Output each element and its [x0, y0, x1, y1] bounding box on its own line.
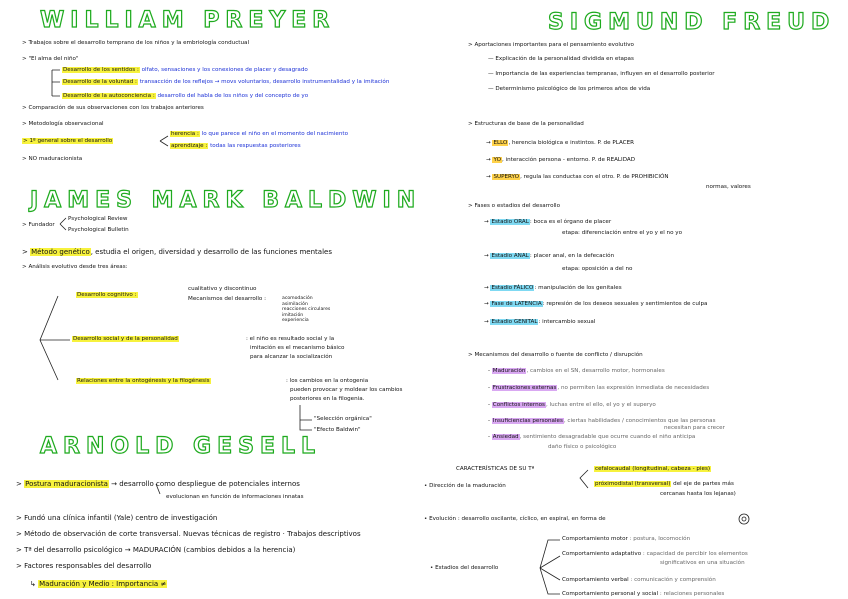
freud-stage-text: : manipulación de los genitales — [534, 285, 622, 291]
direction-text: del eje de partes más — [673, 481, 734, 487]
behavior-label: Comportamiento verbal — [562, 577, 629, 583]
gesell-text: → desarrollo como despliegue de potenciales internos — [111, 480, 300, 488]
baldwin-line: > Análisis evolutivo desde tres áreas: — [22, 264, 128, 270]
baldwin-line: > Método genético, estudia el origen, diversidad y desarrollo de las funciones mentales — [22, 248, 332, 256]
baldwin-area-label: Desarrollo cognitivo : — [77, 292, 137, 298]
freud-mechanism-label: Ansiedad — [492, 434, 519, 440]
gesell-line: ↳ Maduración y Medio : Importancia ≠ — [30, 580, 167, 588]
freud-structure-text: , herencia biológica e instintos. P. de PLACER — [508, 140, 634, 146]
freud-mechanism-note: daño físico o psicológico — [548, 444, 617, 450]
baldwin-area — [76, 378, 211, 385]
freud-structure-label: SUPERYO — [493, 174, 520, 180]
baldwin-text: , estudia el origen, diversidad y desarrollo de las funciones mentales — [90, 248, 332, 256]
stage-behavior — [562, 536, 690, 543]
preyer-line: > NO maduracionista — [22, 156, 83, 162]
baldwin-area — [76, 292, 138, 299]
freud-stage-text: : represión de los deseos sexuales y sentimientos de culpa — [542, 301, 708, 307]
freud-stage-text: : intercambio sexual — [538, 319, 596, 325]
baldwin-area-text: para alcanzar la socialización — [250, 354, 333, 360]
characteristics-direction-note: cercanas hasta los lejanas) — [660, 491, 736, 497]
freud-mechanism-label: Conflictos internos — [492, 402, 545, 408]
direction-highlight: próximodistal (transversal) — [595, 481, 671, 487]
gesell-line: > Factores responsables del desarrollo — [16, 562, 152, 570]
behavior-text: : capacidad de percibir los elementos — [642, 551, 748, 557]
mechanism-item: reacciones circulares — [282, 307, 331, 313]
behavior-text: : postura, locomoción — [629, 536, 691, 542]
preyer-sub-text: transacción de los reflejos → movs voluntarios, desarrollo instrumentalidad y la imitación — [139, 79, 390, 85]
freud-mechanism-text: , ciertas habilidades / conocimientos que las personas — [563, 418, 716, 424]
gesell-line: > Postura maduracionista → desarrollo como despliegue de potenciales internos — [16, 480, 300, 488]
freud-structure: → SUPERYO, regula las conductas con el otro. P. de PROHIBICIÓN — [486, 174, 669, 180]
freud-mechanism-text: , cambios en el SN, desarrollo motor, hormonales — [526, 368, 665, 374]
characteristics-line: • Estadios del desarrollo — [430, 565, 499, 571]
preyer-sub-label: Desarrollo de la voluntad : — [63, 79, 137, 85]
freud-mechanism-label: Insuficiencias personales — [492, 418, 563, 424]
gesell-sub: evolucionan en función de informaciones innatas — [166, 494, 304, 500]
freud-stage-text: : boca es el órgano de placer — [529, 219, 612, 225]
mechanism-item: acomodación — [282, 296, 313, 301]
preyer-line: > Trabajos sobre el desarrollo temprano de los niños y la embriología conductual — [22, 40, 250, 46]
preyer-sub-text: desarrollo del habla de los niños y del concepto de yo — [157, 93, 309, 99]
freud-line: > Fases o estadios del desarrollo — [468, 203, 561, 209]
freud-stage-text: : placer anal, en la defecación — [529, 253, 615, 259]
freud-stage: → Fase de LATENCIA: represión de los deseos sexuales y sentimientos de culpa — [484, 301, 708, 307]
freud-line: > Mecanismos del desarrollo o fuente de conflicto / disrupción — [468, 352, 643, 358]
preyer-line: > Comparación de sus observaciones con los trabajos anteriores — [22, 105, 204, 111]
gesell-highlight: : Importancia ≠ — [111, 580, 167, 588]
freud-structure: → ELLO, herencia biológica e instintos. P. de PLACER — [486, 140, 634, 146]
baldwin-effect: "Selección orgánica" — [314, 416, 372, 422]
freud-mechanism: - Conflictos internos, luchas entre el ello, el yo y el superyo — [488, 402, 656, 408]
baldwin-area-label: Desarrollo social y de la personalidad — [73, 336, 178, 342]
title-gesell: ARNOLD GESELL — [40, 434, 322, 459]
freud-stage-label: Fase de LATENCIA — [491, 301, 542, 307]
behavior-label: Comportamiento adaptativo — [562, 551, 642, 557]
freud-mechanism-text: , sentimiento desagradable que ocurre cuando el niño anticipa — [519, 434, 696, 440]
baldwin-area-text: : los cambios en la ontogenia — [286, 378, 369, 384]
freud-structure-text: , interacción persona - entorno. P. de REALIDAD — [501, 157, 636, 163]
freud-bullet-text: Determinismo psicológico de los primeros años de vida — [495, 86, 651, 92]
gesell-line: > Tª del desarrollo psicológico → MADURACIÓN (cambios debidos a la herencia) — [16, 546, 296, 554]
preyer-aprendizaje — [170, 143, 301, 150]
freud-structure-note: normas, valores — [706, 184, 751, 190]
stage-behavior — [562, 591, 724, 598]
preyer-highlight: > 1º general sobre el desarrollo — [23, 138, 113, 144]
mechanism-item: asimilación — [282, 301, 308, 307]
stage-behavior — [562, 577, 716, 584]
freud-stage: → Estadio ANAL: placer anal, en la defecación — [484, 253, 615, 259]
characteristics-line: • Evolución : desarrollo oscilante, cíclico, en espiral, en forma de — [424, 516, 606, 522]
preyer-herencia — [170, 131, 348, 138]
preyer-sub — [62, 79, 389, 86]
freud-stage-label: Estadio ANAL — [491, 253, 529, 259]
freud-mechanism: - Frustraciones externas, no permiten las expresión inmediata de necesidades — [488, 385, 710, 391]
freud-mechanism-text: , luchas entre el ello, el yo y el superyo — [545, 402, 656, 408]
freud-structure-label: YO — [493, 157, 501, 163]
freud-structure: → YO, interacción persona - entorno. P. de REALIDAD — [486, 157, 636, 163]
gesell-line: > Método de observación de corte transversal. Nuevas técnicas de registro · Trabajos descriptivos — [16, 530, 361, 538]
direction-highlight: cefalocaudal (longitudinal, cabeza - pies) — [595, 466, 711, 472]
freud-stage-label: Estadio ORAL — [491, 219, 529, 225]
freud-stage-label: Estadio FÁLICO — [491, 285, 534, 291]
title-preyer: WILLIAM PREYER — [40, 8, 336, 33]
characteristics-header: CARACTERÍSTICAS DE SU Tª — [456, 466, 535, 472]
freud-structure-label: ELLO — [493, 140, 508, 146]
freud-bullet: — Explicación de la personalidad dividida en etapas — [488, 56, 634, 62]
baldwin-area-text: Mecanismos del desarrollo : — [188, 296, 267, 302]
stage-behavior — [562, 551, 748, 558]
behavior-text: : relaciones personales — [659, 591, 725, 597]
preyer-line: > Metodología observacional — [22, 121, 104, 127]
baldwin-area-text: : el niño es resultado social y la — [246, 336, 335, 342]
behavior-label: Comportamiento personal y social — [562, 591, 659, 597]
baldwin-area-text: imitación es el mecanismo básico — [250, 345, 345, 351]
baldwin-journal: Psychological Bulletin — [68, 227, 129, 233]
baldwin-mechanisms — [282, 296, 330, 324]
freud-stage-note: etapa: oposición a del no — [562, 266, 633, 272]
preyer-h-text: todas las respuestas posteriores — [210, 143, 301, 149]
freud-line: > Estructuras de base de la personalidad — [468, 121, 584, 127]
freud-mechanism-text: , no permiten las expresión inmediata de necesidades — [557, 385, 710, 391]
baldwin-area-text: pueden provocar y moldear los cambios — [290, 387, 403, 393]
freud-structure-text: , regula las conductas con el otro. P. de PROHIBICIÓN — [520, 174, 669, 180]
baldwin-area-text: cualitativo y discontinuo — [188, 286, 257, 292]
preyer-sub-label: Desarrollo de la autoconciencia : — [63, 93, 155, 99]
freud-mechanism-note: necesitan para crecer — [664, 425, 725, 431]
freud-line: > Aportaciones importantes para el pensamiento evolutivo — [468, 42, 634, 48]
preyer-h-label: herencia : — [171, 131, 199, 137]
behavior-label: Comportamiento motor — [562, 536, 628, 542]
preyer-h-label: aprendizaje : — [171, 143, 208, 149]
baldwin-highlight: Método genético — [31, 248, 90, 256]
gesell-line: > Fundó una clínica infantil (Yale) centro de investigación — [16, 514, 218, 522]
preyer-sub-text: olfato, sensaciones y los conexiones de placer y desagrado — [141, 67, 308, 73]
freud-mechanism: - Insuficiencias personales, ciertas habilidades / conocimientos que las personas — [488, 418, 716, 424]
gesell-highlight: Maduración y Medio — [39, 580, 110, 588]
baldwin-effect: "Efecto Baldwin" — [314, 427, 361, 433]
baldwin-journal: Psychological Review — [68, 216, 128, 222]
title-freud: SIGMUND FREUD — [548, 10, 836, 35]
freud-bullet-text: Explicación de la personalidad dividida en etapas — [495, 56, 634, 62]
gesell-highlight: Postura maduracionista — [25, 480, 108, 488]
freud-stage-note: etapa: diferenciación entre el yo y el no yo — [562, 230, 683, 236]
title-baldwin: JAMES MARK BALDWIN — [30, 188, 422, 213]
mechanism-item: experiencia — [282, 318, 309, 324]
mechanism-item: imitación — [282, 312, 304, 318]
preyer-line — [22, 138, 113, 145]
preyer-sub — [62, 93, 308, 100]
freud-mechanism-label: Maduración — [492, 368, 526, 374]
characteristics-direction — [594, 466, 711, 473]
freud-stage: → Estadio FÁLICO: manipulación de los genitales — [484, 285, 622, 291]
freud-bullet: — Importancia de las experiencias tempranas, influyen en el desarrollo posterior — [488, 71, 715, 77]
baldwin-area-label: Relaciones entre la ontogénesis y la filogénesis — [77, 378, 210, 384]
preyer-sub — [62, 67, 308, 74]
freud-mechanism: - Maduración, cambios en el SN, desarrollo motor, hormonales — [488, 368, 665, 374]
freud-stage-label: Estadio GENITAL — [491, 319, 538, 325]
preyer-line: > "El alma del niño" — [22, 56, 79, 62]
behavior-note: significativos en una situación — [660, 560, 745, 566]
baldwin-line: > Fundador — [22, 222, 55, 228]
baldwin-area — [72, 336, 179, 343]
baldwin-area-text: posteriores en la filogenia. — [290, 396, 365, 402]
freud-stage: → Estadio GENITAL: intercambio sexual — [484, 319, 596, 325]
freud-bullet: — Determinismo psicológico de los primeros años de vida — [488, 86, 651, 92]
freud-mechanism: - Ansiedad, sentimiento desagradable que ocurre cuando el niño anticipa — [488, 434, 696, 440]
freud-stage: → Estadio ORAL: boca es el órgano de placer — [484, 219, 612, 225]
behavior-text: : comunicación y comprensión — [630, 577, 716, 583]
freud-bullet-text: Importancia de las experiencias tempranas, influyen en el desarrollo posterior — [495, 71, 715, 77]
preyer-sub-label: Desarrollo de los sentidos : — [63, 67, 139, 73]
characteristics-line: • Dirección de la maduración — [424, 483, 506, 489]
preyer-h-text: lo que parece el niño en el momento del nacimiento — [201, 131, 349, 137]
freud-mechanism-label: Frustraciones externas — [492, 385, 557, 391]
characteristics-direction — [594, 481, 734, 488]
